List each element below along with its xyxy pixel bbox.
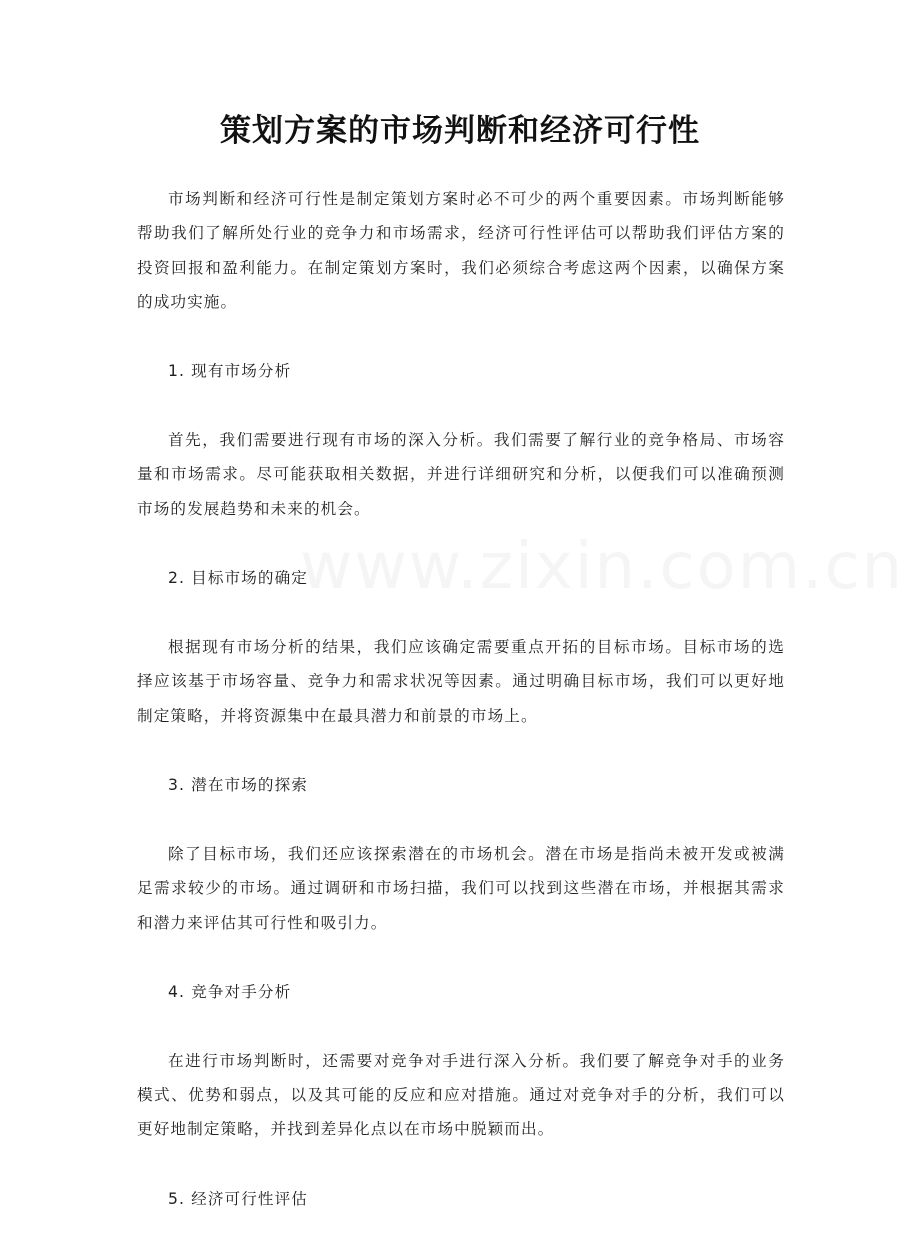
section-heading-4: 4. 竞争对手分析 [168, 982, 292, 1001]
section-body-2: 根据现有市场分析的结果，我们应该确定需要重点开拓的目标市场。目标市场的选择应该基于市场容量、竞争力和需求状况等因素。通过明确目标市场，我们可以更好地制定策略，并将资源集中在最具潜力和前景的市场上。 [137, 638, 785, 725]
document-title: 策划方案的市场判断和经济可行性 [220, 113, 700, 149]
section-heading-2: 2. 目标市场的确定 [168, 569, 308, 588]
watermark: www.zixin.com.cn [300, 530, 905, 604]
section-body-3: 除了目标市场，我们还应该探索潜在的市场机会。潜在市场是指尚未被开发或被满足需求较少的市场。通过调研和市场扫描，我们可以找到这些潜在市场，并根据其需求和潜力来评估其可行性和吸引力。 [137, 844, 785, 932]
document-body [137, 182, 785, 1251]
section-heading-5: 5. 经济可行性评估 [168, 1189, 308, 1208]
section-heading-1: 1. 现有市场分析 [168, 362, 292, 381]
intro-paragraph: 市场判断和经济可行性是制定策划方案时必不可少的两个重要因素。市场判断能够帮助我们了解所处行业的竞争力和市场需求，经济可行性评估可以帮助我们评估方案的投资回报和盈利能力。在制定策划方案时，我们必须综合考虑这两个因素，以确保方案的成功实施。 [137, 190, 785, 311]
section-heading-3: 3. 潜在市场的探索 [168, 775, 308, 794]
section-body-4: 在进行市场判断时，还需要对竞争对手进行深入分析。我们要了解竞争对手的业务模式、优势和弱点，以及其可能的反应和应对措施。通过对竞争对手的分析，我们可以更好地制定策略，并找到差异化点以在市场中脱颖而出。 [137, 1051, 785, 1139]
section-body-1: 首先，我们需要进行现有市场的深入分析。我们需要了解行业的竞争格局、市场容量和市场需求。尽可能获取相关数据，并进行详细研究和分析，以便我们可以准确预测市场的发展趋势和未来的机会。 [137, 431, 785, 518]
